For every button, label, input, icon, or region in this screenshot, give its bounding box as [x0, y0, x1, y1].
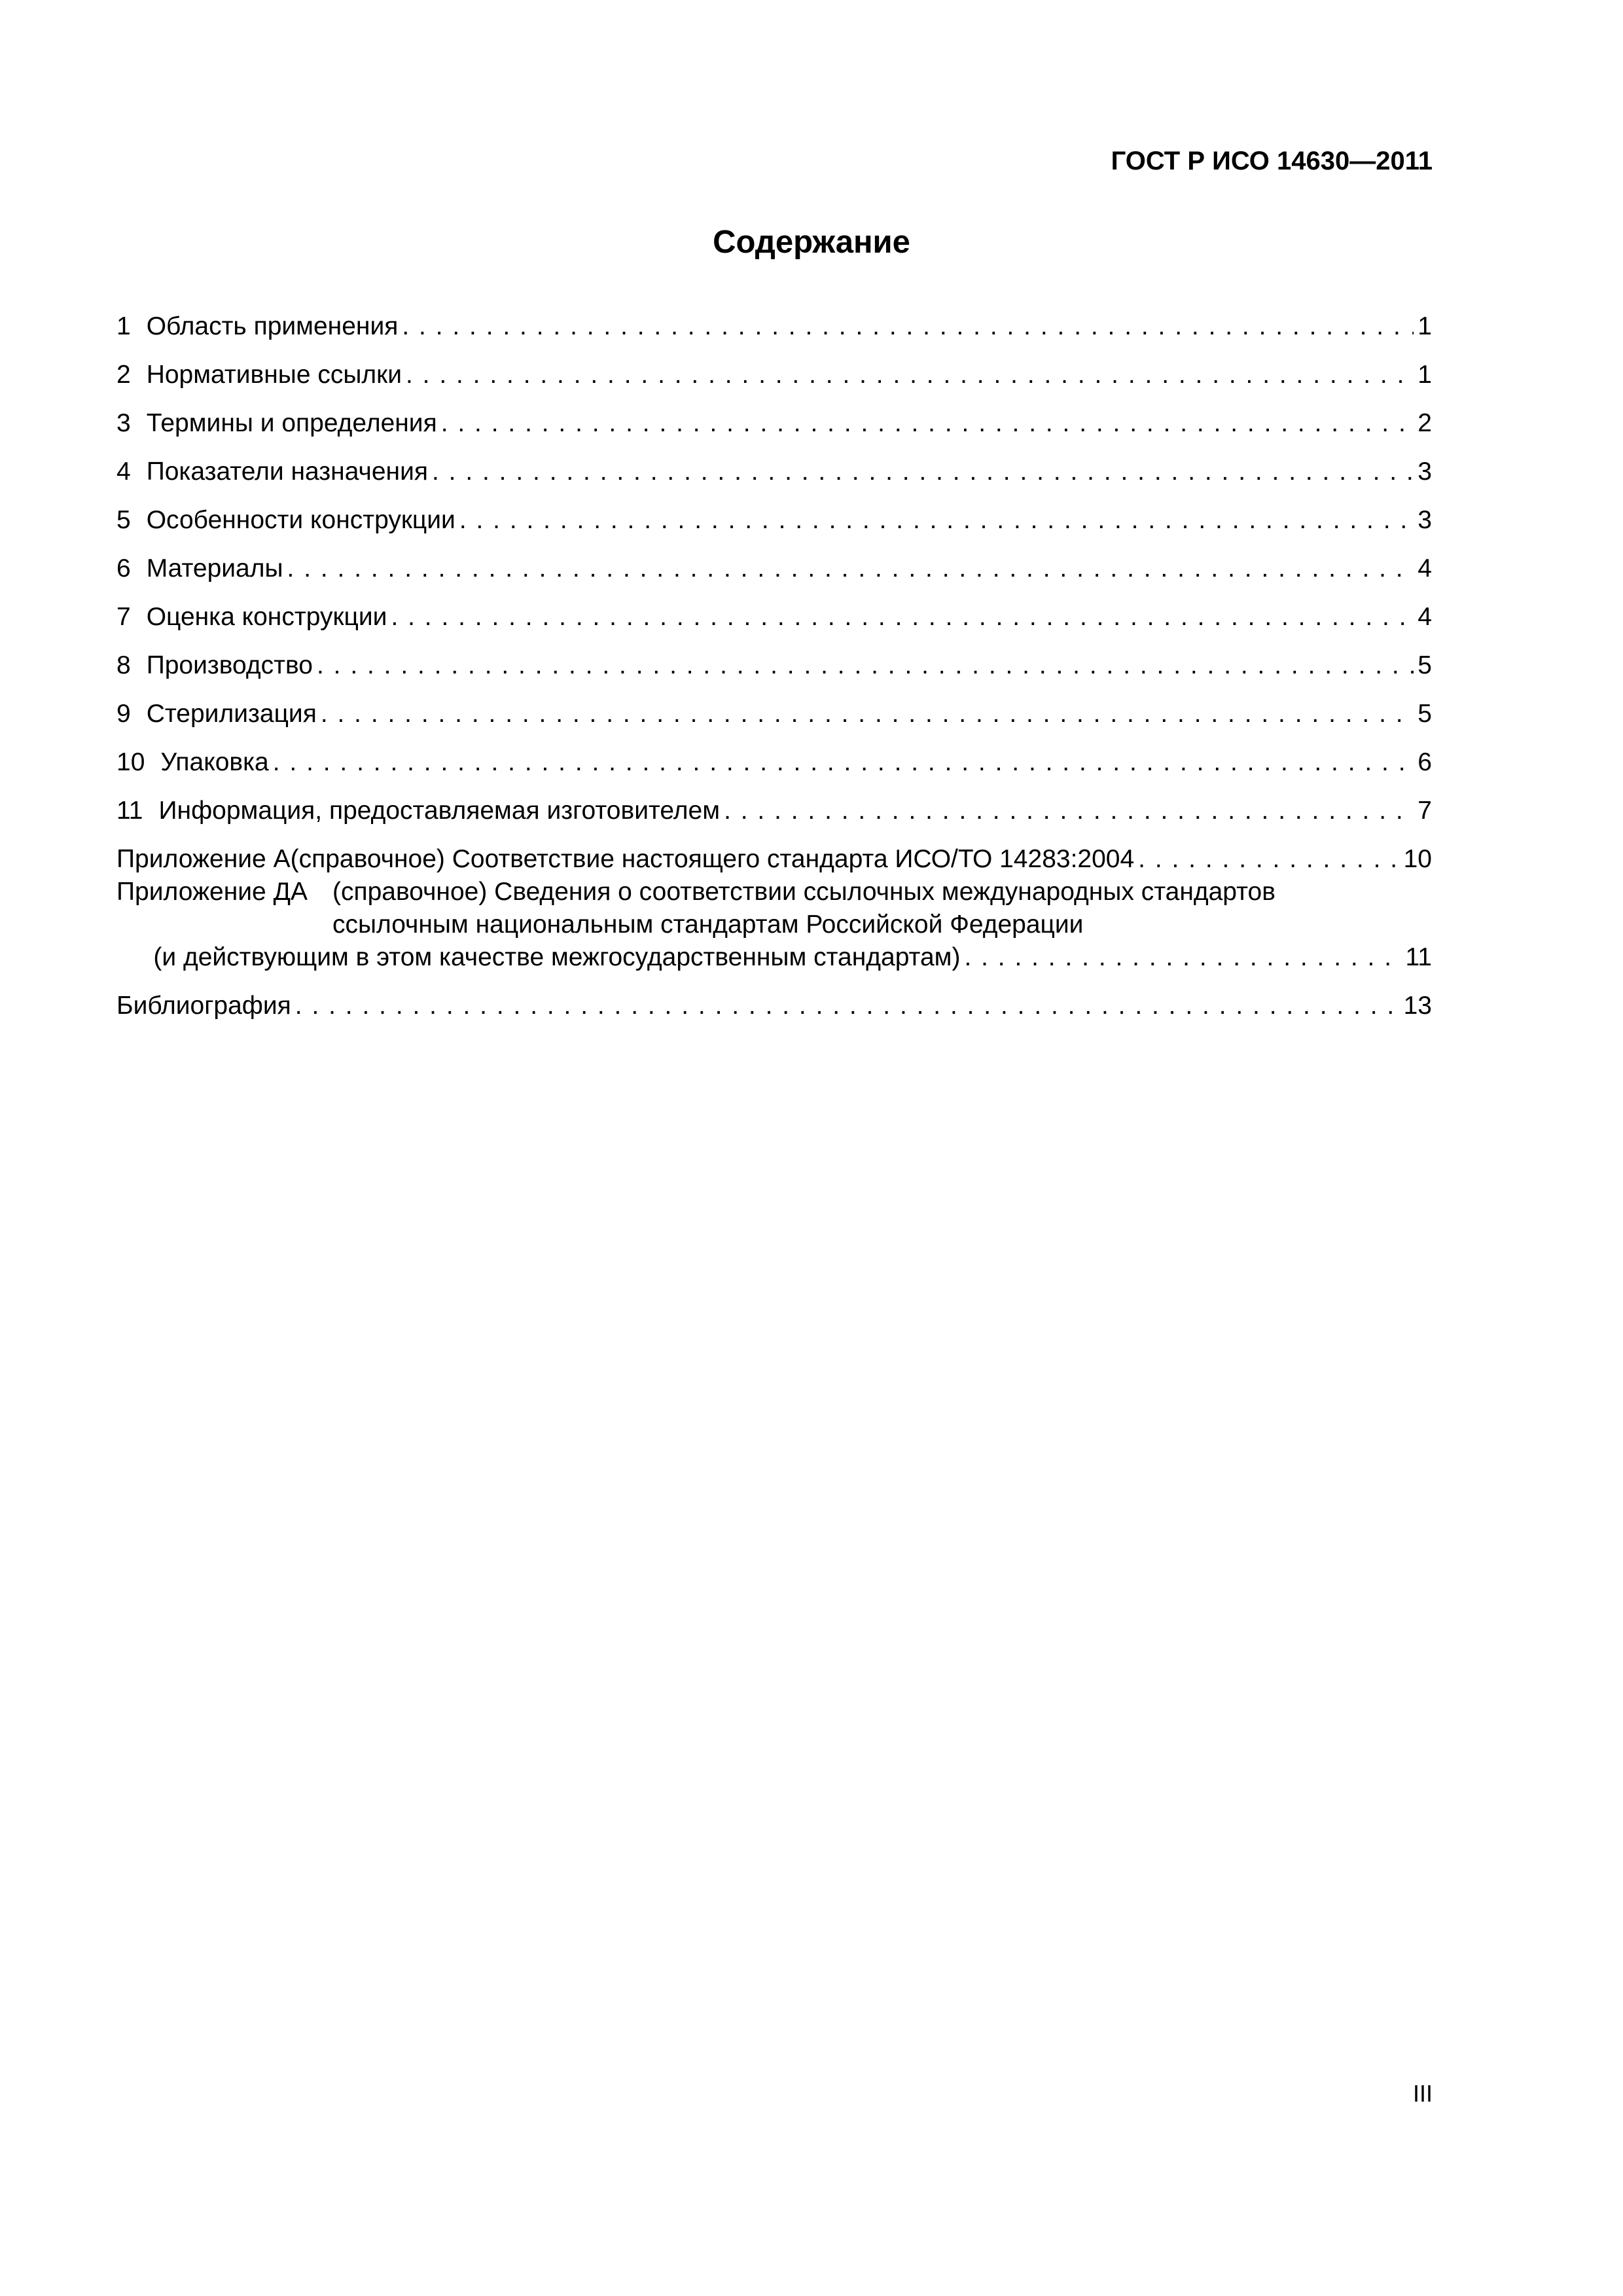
toc-entry[interactable]	[116, 343, 1432, 391]
toc-entry-number: 7	[116, 603, 131, 631]
toc-entry[interactable]	[116, 779, 1432, 827]
toc-entry[interactable]	[116, 682, 1432, 730]
toc-entry-label: Материалы	[146, 554, 283, 583]
toc-entry-label: Термины и определения	[146, 409, 437, 437]
page-number: III	[1412, 2080, 1433, 2107]
toc-entry[interactable]	[116, 730, 1432, 779]
toc-entry-number: 4	[116, 457, 131, 486]
toc-entry-label: Информация, предоставляемая изготовителем	[158, 797, 721, 825]
toc-entry-number: 1	[116, 312, 131, 340]
appendix-continuation	[116, 941, 1432, 974]
toc-appendix-entry[interactable]	[116, 876, 1432, 908]
dot-leader	[964, 941, 1401, 974]
toc-entry-label: Производство	[146, 651, 313, 679]
dot-leader	[402, 310, 1414, 343]
bibliography-label: Библиография	[116, 992, 291, 1020]
toc-entry-page: 7	[1418, 797, 1432, 825]
toc-entry[interactable]	[116, 440, 1432, 488]
toc-bibliography-entry[interactable]	[116, 974, 1432, 1022]
dot-leader	[391, 601, 1414, 634]
dot-leader	[406, 359, 1414, 391]
dot-leader	[1138, 843, 1399, 876]
toc-entry-label: Стерилизация	[146, 700, 317, 728]
toc-entry-label: Упаковка	[160, 748, 269, 776]
toc-entry-page: 4	[1418, 554, 1432, 583]
toc-entry-number: 2	[116, 361, 131, 389]
appendix-prefix: Приложение А	[116, 845, 291, 873]
toc-entry-page: 6	[1418, 748, 1432, 776]
toc-entry[interactable]	[116, 488, 1432, 537]
appendix-title-line: (и действующим в этом качестве межгосударственным стандартам)	[153, 943, 961, 971]
toc-entry-number: 9	[116, 700, 131, 728]
toc-entry-number: 5	[116, 506, 131, 534]
toc-entry-number: 6	[116, 554, 131, 583]
dot-leader	[459, 504, 1414, 537]
appendix-continuation	[116, 908, 1432, 941]
toc-title: Содержание	[713, 224, 910, 260]
dot-leader	[432, 456, 1414, 488]
toc-entry-number: 3	[116, 409, 131, 437]
toc-entry[interactable]	[116, 295, 1432, 343]
toc-entry[interactable]	[116, 634, 1432, 682]
toc-entry-label: Область применения	[146, 312, 399, 340]
toc-entry-label: Показатели назначения	[146, 457, 428, 486]
toc-appendix-entry[interactable]	[116, 827, 1432, 876]
dot-leader	[321, 698, 1414, 730]
appendix-prefix: Приложение ДА	[116, 878, 308, 906]
table-of-contents	[116, 295, 1432, 1022]
toc-entry[interactable]	[116, 585, 1432, 634]
dot-leader	[287, 552, 1414, 585]
toc-entry-page: 3	[1418, 506, 1432, 534]
dot-leader	[724, 795, 1414, 827]
appendix-page: 10	[1403, 845, 1432, 873]
toc-entry-page: 1	[1418, 361, 1432, 389]
toc-entry-page: 5	[1418, 700, 1432, 728]
toc-entry-page: 2	[1418, 409, 1432, 437]
dot-leader	[295, 990, 1400, 1022]
toc-entry-label: Оценка конструкции	[146, 603, 387, 631]
document-code: ГОСТ Р ИСО 14630—2011	[1111, 147, 1433, 175]
toc-entry-number: 10	[116, 748, 145, 776]
toc-entry[interactable]	[116, 537, 1432, 585]
toc-entry-label: Нормативные ссылки	[146, 361, 402, 389]
appendix-title: (справочное) Соответствие настоящего стандарта ИСО/ТО 14283:2004	[290, 845, 1135, 873]
appendix-page: 11	[1405, 943, 1432, 971]
toc-entry-number: 8	[116, 651, 131, 679]
dot-leader	[317, 649, 1414, 682]
dot-leader	[441, 407, 1414, 440]
toc-entry-page: 3	[1418, 457, 1432, 486]
toc-entry-number: 11	[116, 797, 143, 825]
appendix-title-line: ссылочным национальным стандартам Российской Федерации	[332, 910, 1084, 939]
toc-entry-page: 4	[1418, 603, 1432, 631]
toc-entry-page: 5	[1418, 651, 1432, 679]
toc-entry[interactable]	[116, 391, 1432, 440]
appendix-title-line: (справочное) Сведения о соответствии ссылочных международных стандартов	[332, 878, 1275, 906]
dot-leader	[273, 746, 1414, 779]
bibliography-page: 13	[1403, 992, 1432, 1020]
toc-entry-page: 1	[1418, 312, 1432, 340]
toc-entry-label: Особенности конструкции	[146, 506, 455, 534]
